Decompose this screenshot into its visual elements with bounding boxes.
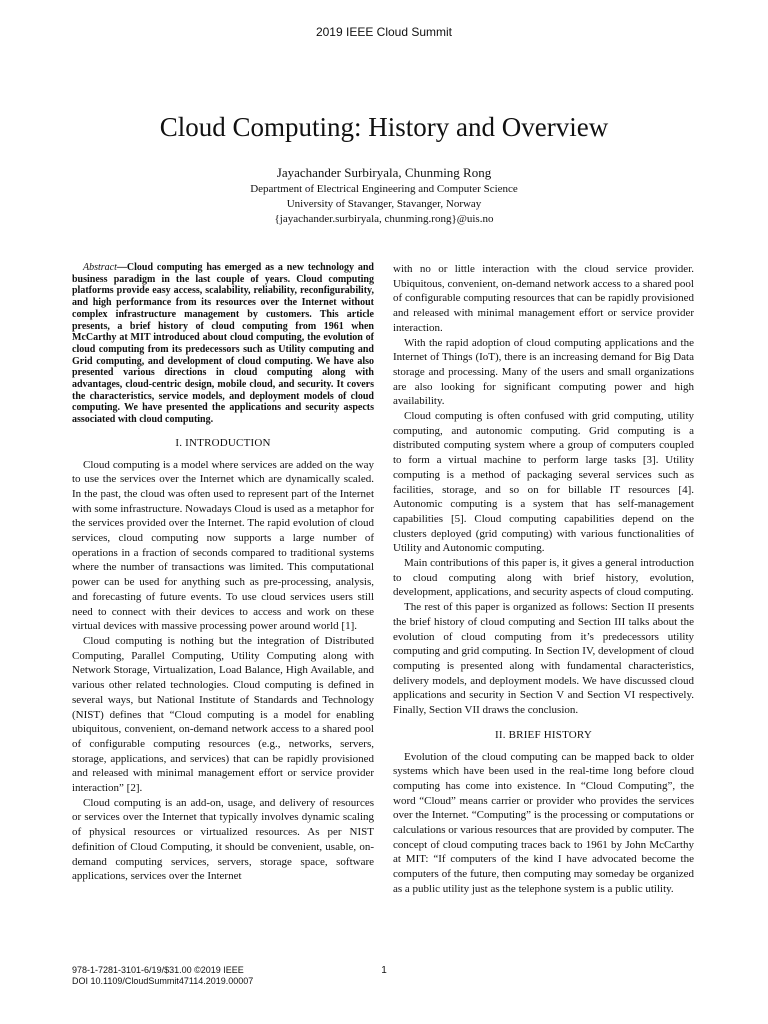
paragraph: Cloud computing is an add-on, usage, and delivery of resources or services over the Internet that typically involves dynamic scaling of physical resources or virtualized resources. As per NIST definition of Cloud Computing, it should be convenient, usable, on-demand computing services, servers, storage space, software applications, services over the Internet — [72, 796, 374, 883]
paper-authors: Jayachander Surbiryala, Chunming Rong — [276, 165, 492, 180]
paragraph: The rest of this paper is organized as follows: Section II presents the brief history of cloud computing and Section III talks about the evolution of cloud computing from it’s predecessors utility computing and grid computing. In Section IV, development of cloud computing is presented along with fundamental characteristics, delivery models, and deployment models. We have discussed cloud applications and security in Section V and Section VI respectively. Finally, Section VII draws the conclusion. — [393, 601, 694, 717]
paragraph: Cloud computing is a model where services are added on the way to use the services over the Internet which are dynamically scaled. In the past, the cloud was often used to represent part of the Internet with some infrastructure. Nowadays Cloud is used as a metaphor for the services provided over the Internet. The rapid evolution of cloud services, cloud computing now supports a large number of operations in a fraction of seconds compared to traditional systems where the number of transactions was limited. This computational power can be used for anything such as pre-processing, analysis, and forecasting of future events. To use cloud services users still need to connect with their devices to access and work on these virtual devices with massive processing power around world [1]. — [72, 458, 374, 633]
section-heading-brief-history: II. BRIEF HISTORY — [494, 728, 593, 741]
affiliation-department: Department of Electrical Engineering and Computer Science — [250, 183, 518, 195]
conference-header: 2019 IEEE Cloud Summit — [315, 25, 453, 39]
paragraph: Cloud computing is nothing but the integration of Distributed Computing, Parallel Computing, Utility Computing along with Network Storage, Virtualization, Load Balance, High Available, and various other related technologies. Cloud computing is defined in several ways, but National Institute of Standards and Technology (NIST) defines that “Cloud computing is a model for enabling ubiquitous, convenient, on-demand network access to a shared pool of configurable computing resources (e.g., networks, servers, storage, applications, and services) that can be rapidly provisioned and released with minimal management effort or service provider interaction” [2]. — [72, 634, 374, 795]
affiliation-emails: {jayachander.surbiryala, chunming.rong}@uis.no — [274, 213, 494, 225]
paragraph: with no or little interaction with the cloud service provider. Ubiquitous, convenient, on-demand network access to a shared pool of configurable computing resources that can be rapidly provisioned and released with minimal management effort or service provider interaction. — [393, 263, 694, 334]
left-column — [72, 262, 374, 884]
paragraph: Cloud computing is often confused with grid computing, utility computing, and autonomic computing. Grid computing is a distributed computing system where a group of computers coupled to form a virtual machine to perform large tasks [3]. Utility computing is a method of packaging several services such as facilities, storage, and so on for billable IT resources [4]. Autonomic computing is a system that has self-management capabilities [5]. Cloud computing capabilities depend on the clusters deployed (grid computing) with various functionalities of Utility and Autonomic computing. — [393, 410, 694, 555]
abstract-text: —Cloud computing has emerged as a new technology and business paradigm in the last couple of years. Cloud computing platforms provide easy access, scalability, reliability, reconfigurability, and high performance from its resources over the Internet without complex infrastructure management by customers. This article presents, a brief history of cloud computing from 1961 when McCarthy at MIT introduced about cloud computing, the evolution of cloud computing from its predecessors such as Utility computing and Grid computing, and development of cloud computing. We have also presented various directions in cloud computing along with advantages, cloud-centric design, mobile cloud, and security. It covers the characteristics, service models, and deployment models of cloud computing. We have presented the applications and security aspects associated with cloud computing. — [72, 262, 374, 426]
abstract-label: Abstract — [83, 262, 117, 273]
page-number: 1 — [381, 965, 387, 976]
affiliation-university: University of Stavanger, Stavanger, Norway — [286, 198, 482, 210]
paragraph: Main contributions of this paper is, it gives a general introduction to cloud computing along with brief history, evolution, development, applications, and security aspects of cloud computing. — [393, 557, 694, 599]
paper-title: Cloud Computing: History and Overview — [159, 112, 609, 142]
section-heading-introduction: I. INTRODUCTION — [175, 436, 271, 449]
footer-isbn: 978-1-7281-3101-6/19/$31.00 ©2019 IEEE — [72, 965, 244, 975]
abstract — [72, 262, 374, 426]
paragraph: Evolution of the cloud computing can be mapped back to older systems which have been used in the real-time long before cloud computing has come into existence. In “Cloud Computing”, the word “Cloud” means carrier or provider who provides the services over the Internet. “Computing” is the processing or computations or calculations or various resources that are provided by computer. The concept of cloud computing traces back to 1961 by John McCarthy at MIT: “If computers of the kind I have advocated become the computers of the future, then computing may someday be organized as a public utility just as the telephone system is a public utility. — [393, 750, 694, 895]
footer-doi: DOI 10.1109/CloudSummit47114.2019.00007 — [72, 976, 254, 986]
right-column — [393, 262, 694, 897]
paragraph: With the rapid adoption of cloud computing applications and the Internet of Things (IoT), there is an increasing demand for Big Data storage and processing. Many of the users and small organizations are also looking for significant computing power and high availability. — [393, 336, 694, 408]
